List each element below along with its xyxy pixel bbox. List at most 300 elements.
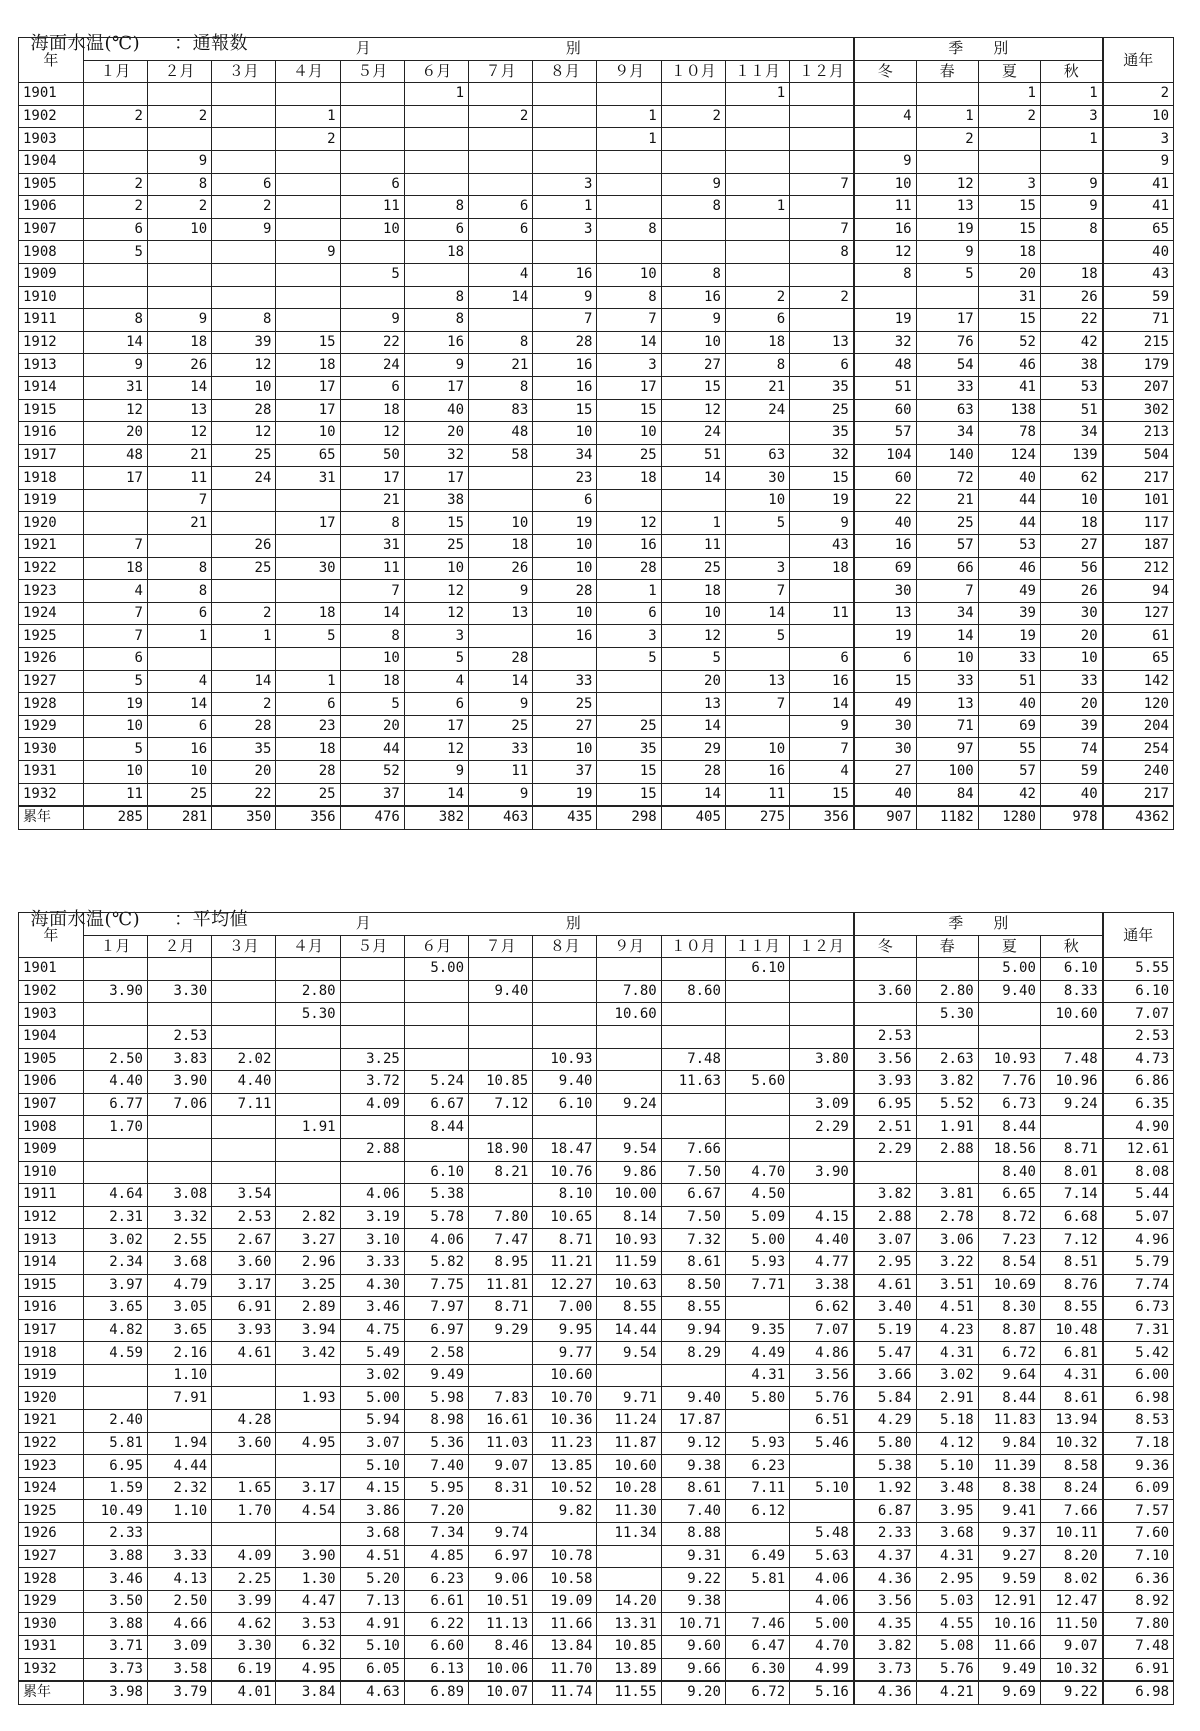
month-value-cell: 9 — [661, 309, 725, 332]
month-value-cell: 16 — [404, 331, 468, 354]
month-value-cell: 12 — [340, 422, 404, 445]
season-value-cell: 3.02 — [916, 1364, 978, 1387]
month-value-cell — [725, 173, 789, 196]
season-value-cell: 10.96 — [1040, 1071, 1102, 1094]
month-value-cell: 9 — [276, 241, 340, 264]
month-value-cell — [725, 1297, 789, 1320]
month-value-cell — [469, 173, 533, 196]
month-value-cell: 3.90 — [276, 1545, 340, 1568]
month-header: ９月 — [597, 935, 661, 958]
month-header: １１月 — [725, 60, 789, 83]
season-value-cell: 3.56 — [854, 1590, 916, 1613]
month-value-cell: 1.10 — [147, 1500, 211, 1523]
year-cell: 1932 — [19, 1658, 84, 1681]
month-value-cell — [469, 1003, 533, 1026]
annual-value-cell: 101 — [1103, 489, 1174, 512]
month-value-cell: 11.63 — [661, 1071, 725, 1094]
season-value-cell: 8.33 — [1040, 980, 1102, 1003]
month-value-cell: 5.93 — [725, 1432, 789, 1455]
report-count-table — [18, 37, 1174, 830]
annual-value-cell: 8.53 — [1103, 1410, 1174, 1433]
table-row — [19, 535, 1174, 558]
season-value-cell: 10 — [1040, 648, 1102, 671]
month-value-cell — [597, 693, 661, 716]
month-value-cell: 25 — [597, 444, 661, 467]
table-row — [19, 1613, 1174, 1636]
season-value-cell — [1040, 1025, 1102, 1048]
month-value-cell: 19 — [533, 783, 597, 806]
month-value-cell: 4.54 — [276, 1500, 340, 1523]
month-value-cell: 3.93 — [212, 1319, 276, 1342]
month-value-cell: 5 — [725, 625, 789, 648]
month-value-cell — [83, 1387, 147, 1410]
month-value-cell: 16.61 — [469, 1410, 533, 1433]
month-value-cell: 10.85 — [597, 1636, 661, 1659]
season-value-cell: 3.66 — [854, 1364, 916, 1387]
month-value-cell: 10.49 — [83, 1500, 147, 1523]
table-row — [19, 399, 1174, 422]
month-value-cell: 4.91 — [340, 1613, 404, 1636]
year-cell: 1927 — [19, 670, 84, 693]
year-cell: 1917 — [19, 1319, 84, 1342]
year-cell: 1923 — [19, 580, 84, 603]
month-value-cell: 18 — [661, 580, 725, 603]
month-value-cell: 18 — [597, 467, 661, 490]
month-value-cell — [725, 1093, 789, 1116]
month-value-cell — [212, 1003, 276, 1026]
month-value-cell: 6.61 — [404, 1590, 468, 1613]
annual-value-cell: 240 — [1103, 761, 1174, 784]
month-value-cell: 9.94 — [661, 1319, 725, 1342]
month-value-cell: 10 — [340, 648, 404, 671]
season-value-cell: 10 — [1040, 489, 1102, 512]
month-value-cell — [725, 648, 789, 671]
season-value-cell: 42 — [978, 783, 1040, 806]
month-value-cell — [725, 218, 789, 241]
month-value-cell — [404, 173, 468, 196]
month-value-cell: 18 — [725, 331, 789, 354]
season-value-cell: 51 — [1040, 399, 1102, 422]
table-row — [19, 1432, 1174, 1455]
year-cell: 1919 — [19, 489, 84, 512]
month-value-cell: 9.77 — [533, 1342, 597, 1365]
table-row — [19, 1545, 1174, 1568]
month-value-cell: 4.09 — [212, 1545, 276, 1568]
month-value-cell: 405 — [661, 806, 725, 829]
month-value-cell — [212, 128, 276, 151]
season-value-cell: 13 — [854, 602, 916, 625]
month-value-cell — [147, 286, 211, 309]
month-value-cell — [469, 1342, 533, 1365]
month-value-cell: 11.13 — [469, 1613, 533, 1636]
month-value-cell: 44 — [340, 738, 404, 761]
month-value-cell: 9.82 — [533, 1500, 597, 1523]
season-value-cell: 8.87 — [978, 1319, 1040, 1342]
month-value-cell: 9.66 — [661, 1658, 725, 1681]
month-value-cell: 14 — [790, 693, 854, 716]
month-header: １月 — [83, 60, 147, 83]
year-header: 年 — [19, 38, 84, 83]
season-value-cell: 30 — [1040, 602, 1102, 625]
month-value-cell: 7.91 — [147, 1387, 211, 1410]
table-row — [19, 1342, 1174, 1365]
season-value-cell — [916, 150, 978, 173]
season-value-cell: 8.54 — [978, 1251, 1040, 1274]
month-value-cell: 2 — [147, 196, 211, 219]
month-value-cell: 12 — [404, 602, 468, 625]
month-value-cell: 2.16 — [147, 1342, 211, 1365]
month-value-cell: 11.70 — [533, 1658, 597, 1681]
month-header: ２月 — [147, 60, 211, 83]
month-value-cell: 15 — [404, 512, 468, 535]
season-value-cell: 27 — [854, 761, 916, 784]
month-value-cell: 6 — [147, 602, 211, 625]
season-value-cell: 6.87 — [854, 1500, 916, 1523]
table-row — [19, 1116, 1174, 1139]
month-value-cell: 8.95 — [469, 1251, 533, 1274]
month-value-cell: 5.63 — [790, 1545, 854, 1568]
month-value-cell: 2.96 — [276, 1251, 340, 1274]
season-value-cell: 1182 — [916, 806, 978, 829]
year-cell: 1915 — [19, 399, 84, 422]
year-cell: 1917 — [19, 444, 84, 467]
annual-value-cell: 142 — [1103, 670, 1174, 693]
season-value-cell: 14 — [916, 625, 978, 648]
season-value-cell: 55 — [978, 738, 1040, 761]
month-value-cell — [276, 196, 340, 219]
month-value-cell: 2.58 — [404, 1342, 468, 1365]
month-value-cell: 4.86 — [790, 1342, 854, 1365]
month-value-cell — [340, 286, 404, 309]
month-value-cell: 2 — [725, 286, 789, 309]
month-value-cell: 14 — [597, 331, 661, 354]
month-value-cell: 15 — [533, 399, 597, 422]
month-value-cell: 10.65 — [533, 1206, 597, 1229]
month-value-cell: 35 — [597, 738, 661, 761]
month-value-cell: 5.30 — [276, 1003, 340, 1026]
month-value-cell — [83, 263, 147, 286]
month-value-cell — [661, 128, 725, 151]
month-value-cell — [276, 286, 340, 309]
year-cell: 1903 — [19, 128, 84, 151]
month-value-cell: 16 — [661, 286, 725, 309]
month-value-cell: 25 — [212, 444, 276, 467]
month-value-cell: 2.40 — [83, 1410, 147, 1433]
month-header: ７月 — [469, 935, 533, 958]
month-value-cell: 3.27 — [276, 1229, 340, 1252]
month-value-cell — [790, 1003, 854, 1026]
month-value-cell — [725, 1410, 789, 1433]
month-value-cell: 65 — [276, 444, 340, 467]
month-value-cell: 34 — [533, 444, 597, 467]
month-value-cell: 12 — [212, 354, 276, 377]
season-header: 冬 — [854, 935, 916, 958]
season-value-cell: 8.01 — [1040, 1161, 1102, 1184]
season-value-cell: 39 — [1040, 715, 1102, 738]
month-value-cell: 3.07 — [340, 1432, 404, 1455]
month-value-cell: 17 — [83, 467, 147, 490]
month-header: ８月 — [533, 60, 597, 83]
month-value-cell: 4.15 — [340, 1477, 404, 1500]
month-value-cell — [276, 1048, 340, 1071]
month-value-cell — [790, 105, 854, 128]
season-value-cell: 5.38 — [854, 1455, 916, 1478]
season-value-cell — [916, 958, 978, 981]
month-value-cell: 11 — [725, 783, 789, 806]
annual-value-cell: 2.53 — [1103, 1025, 1174, 1048]
month-value-cell: 1.10 — [147, 1364, 211, 1387]
month-value-cell: 9.54 — [597, 1342, 661, 1365]
season-value-cell: 21 — [916, 489, 978, 512]
month-value-cell: 17 — [404, 467, 468, 490]
season-value-cell — [978, 1003, 1040, 1026]
month-value-cell: 7 — [725, 693, 789, 716]
month-value-cell: 5.48 — [790, 1523, 854, 1546]
month-value-cell: 19 — [83, 693, 147, 716]
season-value-cell: 33 — [916, 376, 978, 399]
month-value-cell — [83, 83, 147, 106]
season-value-cell: 2.29 — [854, 1138, 916, 1161]
annual-value-cell: 7.10 — [1103, 1545, 1174, 1568]
month-value-cell — [661, 1364, 725, 1387]
month-value-cell: 28 — [469, 648, 533, 671]
month-value-cell — [597, 1048, 661, 1071]
month-value-cell: 3.65 — [83, 1297, 147, 1320]
month-value-cell: 43 — [790, 535, 854, 558]
month-value-cell: 1.59 — [83, 1477, 147, 1500]
month-value-cell — [83, 128, 147, 151]
month-value-cell — [533, 105, 597, 128]
table1-subtitle: ：通報数 — [174, 33, 249, 54]
month-value-cell: 30 — [276, 557, 340, 580]
season-value-cell: 3.56 — [854, 1048, 916, 1071]
season-value-cell: 30 — [854, 580, 916, 603]
month-value-cell: 17 — [597, 376, 661, 399]
month-value-cell: 3.32 — [147, 1206, 211, 1229]
month-value-cell — [212, 980, 276, 1003]
season-value-cell: 9.27 — [978, 1545, 1040, 1568]
year-cell: 1925 — [19, 625, 84, 648]
month-value-cell: 2 — [212, 602, 276, 625]
annual-value-cell: 127 — [1103, 602, 1174, 625]
month-value-cell: 40 — [404, 399, 468, 422]
month-value-cell: 5.10 — [790, 1477, 854, 1500]
month-value-cell — [725, 1025, 789, 1048]
season-value-cell: 4.31 — [916, 1342, 978, 1365]
month-value-cell: 11.30 — [597, 1500, 661, 1523]
season-value-cell: 9.41 — [978, 1500, 1040, 1523]
month-value-cell — [147, 1138, 211, 1161]
month-value-cell: 12 — [404, 738, 468, 761]
month-value-cell: 1 — [276, 105, 340, 128]
month-header: １２月 — [790, 60, 854, 83]
table-row — [19, 557, 1174, 580]
month-value-cell: 18 — [83, 557, 147, 580]
season-value-cell: 72 — [916, 467, 978, 490]
month-value-cell: 28 — [533, 331, 597, 354]
month-value-cell — [597, 1364, 661, 1387]
annual-value-cell: 5.42 — [1103, 1342, 1174, 1365]
month-value-cell: 3.33 — [147, 1545, 211, 1568]
month-value-cell — [790, 1184, 854, 1207]
month-value-cell: 3.88 — [83, 1545, 147, 1568]
table-row — [19, 980, 1174, 1003]
table-row — [19, 241, 1174, 264]
month-value-cell: 51 — [661, 444, 725, 467]
month-value-cell: 3.08 — [147, 1184, 211, 1207]
month-value-cell — [661, 958, 725, 981]
season-value-cell: 4.36 — [854, 1568, 916, 1591]
month-value-cell: 17 — [276, 399, 340, 422]
table-row — [19, 1364, 1174, 1387]
month-value-cell — [725, 422, 789, 445]
month-value-cell: 3.60 — [212, 1251, 276, 1274]
month-value-cell — [597, 1545, 661, 1568]
month-value-cell: 10 — [597, 263, 661, 286]
month-value-cell: 13.89 — [597, 1658, 661, 1681]
month-value-cell: 48 — [83, 444, 147, 467]
month-value-cell — [276, 958, 340, 981]
month-value-cell — [212, 83, 276, 106]
month-value-cell — [790, 150, 854, 173]
season-value-cell: 100 — [916, 761, 978, 784]
season-value-cell: 15 — [854, 670, 916, 693]
month-value-cell — [725, 1048, 789, 1071]
month-value-cell: 4 — [790, 761, 854, 784]
month-value-cell: 39 — [212, 331, 276, 354]
table-row — [19, 105, 1174, 128]
month-value-cell: 9.31 — [661, 1545, 725, 1568]
month-value-cell: 7 — [340, 580, 404, 603]
month-header: １月 — [83, 935, 147, 958]
month-value-cell: 463 — [469, 806, 533, 829]
season-value-cell: 40 — [854, 512, 916, 535]
month-value-cell: 19 — [533, 512, 597, 535]
month-value-cell: 6 — [212, 173, 276, 196]
year-cell: 1908 — [19, 241, 84, 264]
month-value-cell — [276, 489, 340, 512]
month-value-cell: 6.67 — [404, 1093, 468, 1116]
month-value-cell: 8 — [147, 580, 211, 603]
month-value-cell: 4.75 — [340, 1319, 404, 1342]
season-header: 春 — [916, 60, 978, 83]
month-value-cell: 11.21 — [533, 1251, 597, 1274]
month-value-cell: 8.61 — [661, 1477, 725, 1500]
month-value-cell: 6.30 — [725, 1658, 789, 1681]
month-value-cell — [790, 309, 854, 332]
month-value-cell — [790, 958, 854, 981]
season-value-cell: 15 — [978, 218, 1040, 241]
month-value-cell — [340, 105, 404, 128]
season-value-cell: 15 — [978, 196, 1040, 219]
month-value-cell: 24 — [725, 399, 789, 422]
month-value-cell — [597, 241, 661, 264]
year-cell: 1909 — [19, 263, 84, 286]
month-value-cell: 10 — [340, 218, 404, 241]
month-value-cell: 4.28 — [212, 1410, 276, 1433]
month-value-cell: 4.85 — [404, 1545, 468, 1568]
month-value-cell: 15 — [597, 399, 661, 422]
season-header: 夏 — [978, 935, 1040, 958]
month-value-cell: 8 — [597, 218, 661, 241]
month-value-cell — [276, 1071, 340, 1094]
month-value-cell — [404, 150, 468, 173]
month-value-cell: 35 — [790, 376, 854, 399]
month-value-cell: 25 — [212, 557, 276, 580]
month-value-cell: 9 — [533, 286, 597, 309]
season-value-cell: 6 — [854, 648, 916, 671]
month-value-cell: 2 — [212, 693, 276, 716]
month-value-cell: 8.88 — [661, 1523, 725, 1546]
month-value-cell: 9.49 — [404, 1364, 468, 1387]
season-value-cell: 11.83 — [978, 1410, 1040, 1433]
season-value-cell: 9.40 — [978, 980, 1040, 1003]
season-value-cell: 10 — [916, 648, 978, 671]
year-cell: 1918 — [19, 467, 84, 490]
month-value-cell: 10.93 — [533, 1048, 597, 1071]
season-value-cell: 74 — [1040, 738, 1102, 761]
month-value-cell: 31 — [83, 376, 147, 399]
month-value-cell: 2.32 — [147, 1477, 211, 1500]
month-value-cell: 10 — [276, 422, 340, 445]
month-value-cell: 2.53 — [212, 1206, 276, 1229]
annual-value-cell: 5.44 — [1103, 1184, 1174, 1207]
month-value-cell: 3.86 — [340, 1500, 404, 1523]
month-value-cell — [276, 1523, 340, 1546]
season-value-cell: 6.68 — [1040, 1206, 1102, 1229]
table-row — [19, 1229, 1174, 1252]
annual-value-cell: 254 — [1103, 738, 1174, 761]
season-value-cell: 5.76 — [916, 1658, 978, 1681]
month-value-cell: 1 — [725, 196, 789, 219]
season-value-cell: 53 — [1040, 376, 1102, 399]
month-value-cell — [533, 958, 597, 981]
year-cell: 1923 — [19, 1455, 84, 1478]
season-value-cell: 20 — [1040, 625, 1102, 648]
annual-value-cell: 187 — [1103, 535, 1174, 558]
month-value-cell — [533, 980, 597, 1003]
table-row — [19, 1319, 1174, 1342]
month-value-cell — [661, 489, 725, 512]
annual-value-cell: 8.92 — [1103, 1590, 1174, 1613]
season-value-cell: 32 — [854, 331, 916, 354]
year-cell: 1930 — [19, 1613, 84, 1636]
month-value-cell: 19 — [790, 489, 854, 512]
month-value-cell: 8.44 — [404, 1116, 468, 1139]
table-row — [19, 1590, 1174, 1613]
month-value-cell: 24 — [340, 354, 404, 377]
month-value-cell: 19.09 — [533, 1590, 597, 1613]
month-value-cell — [212, 1455, 276, 1478]
month-value-cell: 4.66 — [147, 1613, 211, 1636]
month-value-cell — [469, 467, 533, 490]
month-value-cell: 6 — [404, 693, 468, 716]
month-value-cell: 8 — [469, 331, 533, 354]
month-value-cell: 2.25 — [212, 1568, 276, 1591]
annual-value-cell: 4.73 — [1103, 1048, 1174, 1071]
month-value-cell: 18 — [276, 738, 340, 761]
season-value-cell — [854, 128, 916, 151]
season-value-cell: 69 — [978, 715, 1040, 738]
table-row — [19, 263, 1174, 286]
year-cell: 1920 — [19, 1387, 84, 1410]
month-value-cell: 3.90 — [147, 1071, 211, 1094]
month-value-cell: 10 — [404, 557, 468, 580]
month-value-cell: 12.27 — [533, 1274, 597, 1297]
season-value-cell: 40 — [978, 693, 1040, 716]
month-value-cell — [83, 286, 147, 309]
table-row — [19, 196, 1174, 219]
